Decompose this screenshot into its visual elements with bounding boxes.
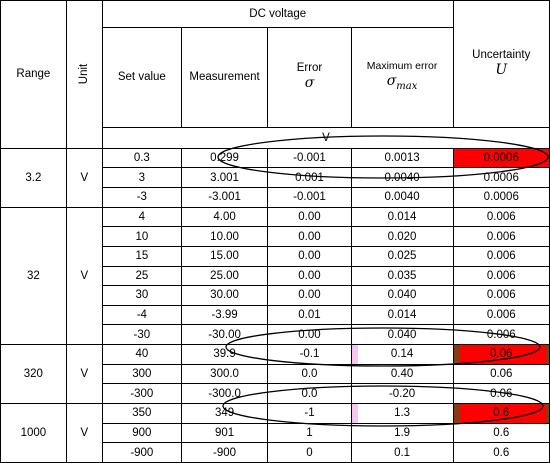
measurement-cell: -900 — [181, 443, 268, 463]
max-error-cell: 0.1 — [351, 443, 453, 463]
max-error-cell: 0.0040 — [351, 168, 453, 188]
error-cell: -0.1 — [268, 345, 351, 365]
max-error-cell: 0.14 — [351, 345, 453, 365]
error-cell: 0.00 — [268, 325, 351, 345]
measurement-cell: -3.001 — [181, 188, 268, 208]
set-value-cell: -30 — [102, 325, 181, 345]
error-cell: 0.00 — [268, 207, 351, 227]
error-cell: -0.001 — [268, 148, 351, 168]
measurement-cell: 39.9 — [181, 345, 268, 365]
uncertainty-cell: 0.06 — [453, 364, 549, 384]
error-cell: 0.0 — [268, 364, 351, 384]
unit-cell: V — [66, 148, 102, 207]
set-value-cell: -4 — [102, 305, 181, 325]
unit-cell: V — [66, 207, 102, 344]
set-value-cell: 300 — [102, 364, 181, 384]
set-value-cell: 350 — [102, 403, 181, 423]
max-error-cell: 0.040 — [351, 286, 453, 306]
measurement-cell: -30.00 — [181, 325, 268, 345]
table-row — [1, 345, 550, 365]
uncertainty-symbol: U — [495, 62, 508, 79]
measurement-cell: 3.001 — [181, 168, 268, 188]
uncertainty-cell: 0.006 — [453, 246, 549, 266]
set-value-cell: -3 — [102, 188, 181, 208]
uncertainty-label: Uncertainty — [472, 49, 531, 62]
measurement-header: Measurement — [181, 27, 268, 127]
measurement-cell: 901 — [181, 423, 268, 443]
max-error-cell: 0.035 — [351, 266, 453, 286]
max-error-cell: 0.020 — [351, 227, 453, 247]
range-cell: 1000 — [1, 403, 67, 462]
range-cell: 320 — [1, 345, 67, 404]
set-value-cell: -300 — [102, 384, 181, 404]
max-error-cell: 0.0013 — [351, 148, 453, 168]
error-cell: 0.00 — [268, 227, 351, 247]
error-cell: 0.01 — [268, 305, 351, 325]
max-error-cell: 0.014 — [351, 207, 453, 227]
error-cell: -1 — [268, 403, 351, 423]
error-cell: 0.00 — [268, 286, 351, 306]
uncertainty-cell: 0.006 — [453, 286, 549, 306]
table-row — [1, 148, 550, 168]
measurement-cell: 25.00 — [181, 266, 268, 286]
set-value-cell: 4 — [102, 207, 181, 227]
error-header — [268, 27, 351, 127]
uncertainty-cell: 0.06 — [453, 384, 549, 404]
set-value-cell: 3 — [102, 168, 181, 188]
error-cell: 0.00 — [268, 266, 351, 286]
uncertainty-cell: 0.0006 — [453, 168, 549, 188]
set-value-cell: 900 — [102, 423, 181, 443]
measurement-cell: 4.00 — [181, 207, 268, 227]
uncertainty-cell: 0.006 — [453, 305, 549, 325]
measurement-cell: 349 — [181, 403, 268, 423]
max-error-cell: 0.014 — [351, 305, 453, 325]
measurement-cell: 30.00 — [181, 286, 268, 306]
error-cell: -0.001 — [268, 188, 351, 208]
max-error-cell: 1.9 — [351, 423, 453, 443]
dc-voltage-header: DC voltage — [102, 1, 453, 28]
max-error-cell: 1.3 — [351, 403, 453, 423]
error-label: Error — [296, 62, 323, 75]
max-error-symbol: $\sigma_{max}$ — [386, 72, 418, 92]
set-value-cell: 30 — [102, 286, 181, 306]
error-cell: 0.00 — [268, 246, 351, 266]
set-value-cell: -900 — [102, 443, 181, 463]
uncertainty-cell: 0.06 — [453, 345, 549, 365]
table-row — [1, 403, 550, 423]
uncertainty-header — [453, 1, 549, 128]
set-value-cell: 0.3 — [102, 148, 181, 168]
max-error-cell: 0.40 — [351, 364, 453, 384]
uncertainty-cell: 0.6 — [453, 403, 549, 423]
set-value-cell: 10 — [102, 227, 181, 247]
max-error-cell: 0.025 — [351, 246, 453, 266]
uncertainty-cell: 0.006 — [453, 266, 549, 286]
unit-row: V — [102, 128, 549, 149]
max-error-header — [351, 27, 453, 127]
measurement-cell: 0.299 — [181, 148, 268, 168]
max-error-cell: -0.20 — [351, 384, 453, 404]
range-cell: 3.2 — [1, 148, 67, 207]
set-value-cell: 15 — [102, 246, 181, 266]
set-value-cell: 25 — [102, 266, 181, 286]
set-value-header: Set value — [102, 27, 181, 127]
uncertainty-cell: 0.006 — [453, 207, 549, 227]
uncertainty-cell: 0.006 — [453, 325, 549, 345]
uncertainty-cell: 0.0006 — [453, 188, 549, 208]
measurement-cell: 10.00 — [181, 227, 268, 247]
unit-cell: V — [66, 403, 102, 462]
measurement-cell: -3.99 — [181, 305, 268, 325]
max-error-cell: 0.0040 — [351, 188, 453, 208]
table-row — [1, 207, 550, 227]
range-cell: 32 — [1, 207, 67, 344]
unit-cell: V — [66, 345, 102, 404]
uncertainty-cell: 0.0006 — [453, 148, 549, 168]
measurement-cell: 15.00 — [181, 246, 268, 266]
error-cell: 0 — [268, 443, 351, 463]
range-header: Range — [1, 1, 67, 149]
uncertainty-cell: 0.6 — [453, 443, 549, 463]
set-value-cell: 40 — [102, 345, 181, 365]
uncertainty-cell: 0.6 — [453, 423, 549, 443]
error-cell: 0.001 — [268, 168, 351, 188]
max-error-label: Maximum error — [366, 59, 438, 72]
error-cell: 0.0 — [268, 384, 351, 404]
measurement-cell: -300.0 — [181, 384, 268, 404]
unit-header: Unit — [66, 1, 102, 149]
uncertainty-cell: 0.006 — [453, 227, 549, 247]
error-cell: 1 — [268, 423, 351, 443]
error-symbol: σ — [304, 75, 315, 92]
measurement-cell: 300.0 — [181, 364, 268, 384]
max-error-cell: 0.040 — [351, 325, 453, 345]
